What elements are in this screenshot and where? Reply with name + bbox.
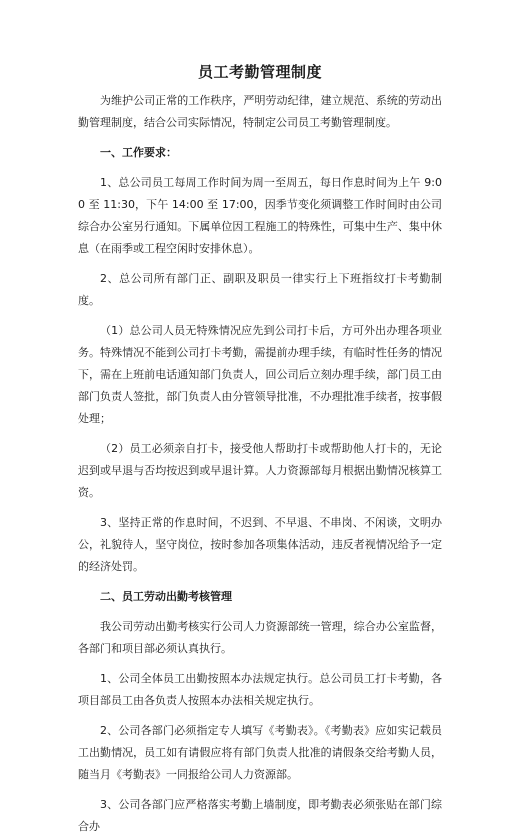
- intro-paragraph: 为维护公司正常的工作秩序，严明劳动纪律，建立规范、系统的劳动出勤管理制度，结合公司实际情况，特制定公司员工考勤管理制度。: [78, 94, 442, 129]
- section2-paragraph-3: 2、公司各部门必须指定专人填写《考勤表》。《考勤表》应如实记载员工出勤情况，员工如有请假应将有部门负责人批准的请假条交给考勤人员，随当月《考勤表》一同报给公司人力资源部。: [78, 724, 442, 781]
- section1-paragraph-1: 1、总公司员工每周工作时间为周一至周五，每日作息时间为上午 9:00 至 11:30，下午 14:00 至 17:00，因季节变化须调整工作时间时由公司综合办公室另行通知。下属单位因工程施工的特殊性，可集中生产、集中休息（在雨季或工程空闲时安排休息）。: [78, 176, 442, 255]
- section1-paragraph-2: 2、总公司所有部门正、副职及职员一律实行上下班指纹打卡考勤制度。: [78, 272, 442, 307]
- section1-paragraph-4: （2）员工必须亲自打卡，接受他人帮助打卡或帮助他人打卡的，无论迟到或早退与否均按迟到或早退计算。人力资源部每月根据出勤情况核算工资。: [78, 442, 442, 499]
- section2-paragraph-1: 我公司劳动出勤考核实行公司人力资源部统一管理，综合办公室监督，各部门和项目部必须认真执行。: [78, 620, 442, 655]
- section2-heading: 二、员工劳动出勤考核管理: [100, 590, 232, 603]
- document-title: 员工考勤管理制度: [197, 63, 322, 81]
- section1-paragraph-5: 3、坚持正常的作息时间，不迟到、不早退、不串岗、不闲谈，文明办公，礼貌待人，坚守岗位，按时参加各项集体活动，违反者视情况给予一定的经济处罚。: [78, 516, 442, 573]
- section2-paragraph-2: 1、公司全体员工出勤按照本办法规定执行。总公司员工打卡考勤，各项目部员工由各负责人按照本办法相关规定执行。: [78, 672, 442, 707]
- section1-paragraph-3: （1）总公司人员无特殊情况应先到公司打卡后，方可外出办理各项业务。特殊情况不能到公司打卡考勤，需提前办理手续，有临时性任务的情况下，需在上班前电话通知部门负责人，回公司后立刻办理手续，部门员工由部门负责人签批，部门负责人由分管领导批准，不办理批准手续者，按事假处理；: [78, 324, 442, 425]
- section1-heading: 一、工作要求：: [100, 146, 177, 159]
- section2-paragraph-4: 3、公司各部门应严格落实考勤上墙制度，即考勤表必须张贴在部门综合办: [78, 798, 442, 833]
